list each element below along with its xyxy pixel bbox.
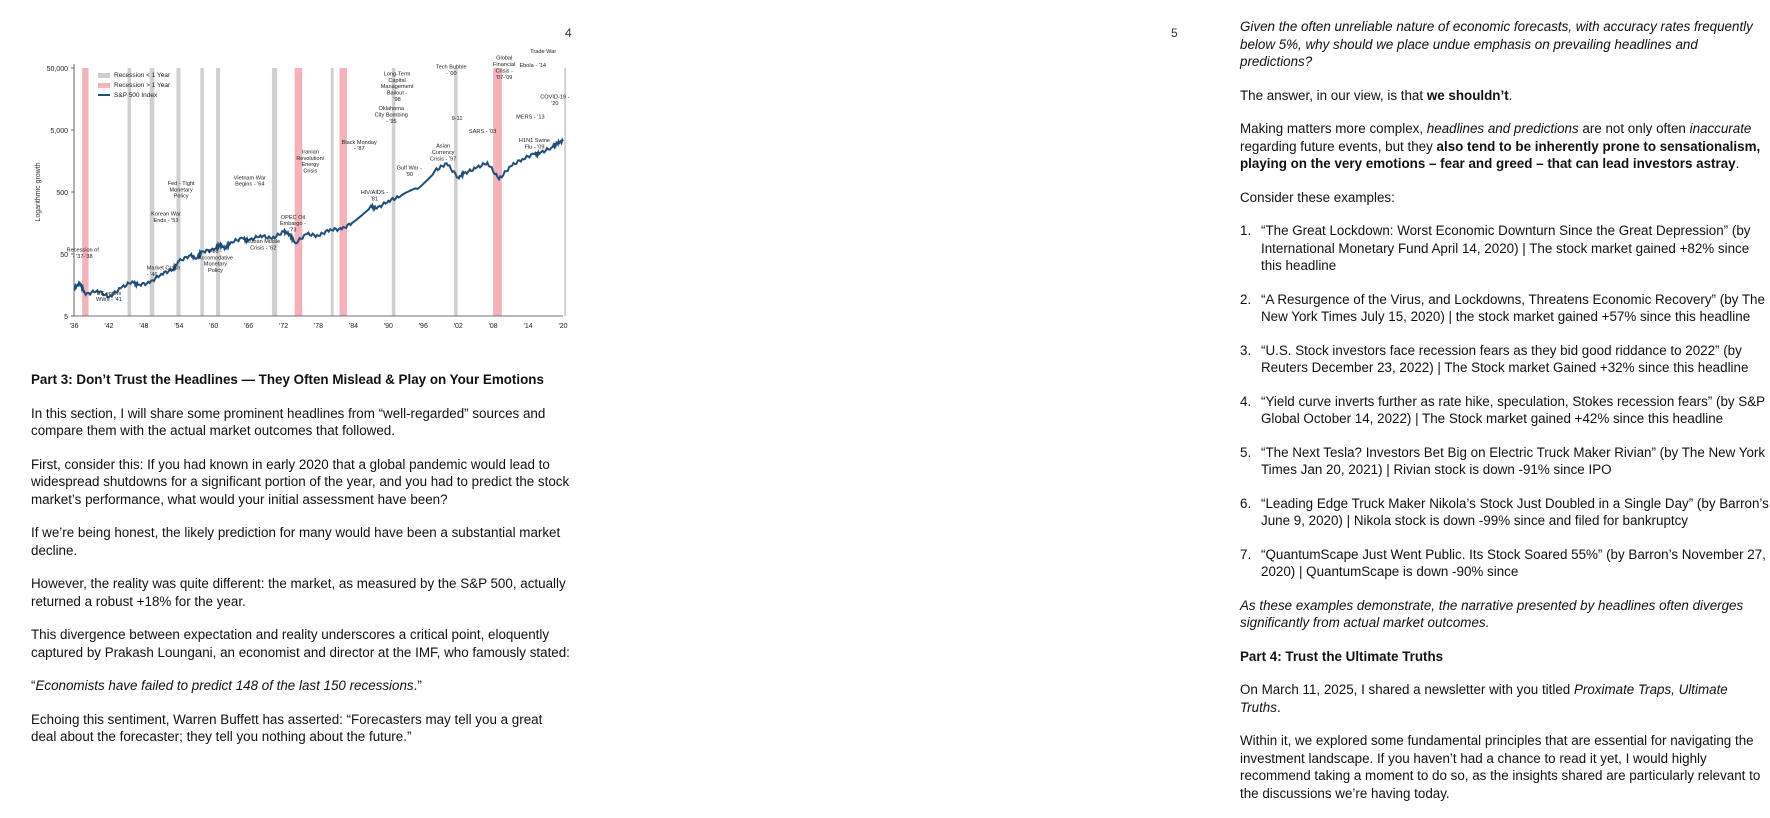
list-item: [1240, 222, 1770, 275]
x-tick-label: '36: [69, 323, 79, 330]
chart-annotation: Iranian Revolution/ Energy Crisis: [296, 149, 325, 175]
quote-text: Economists have failed to predict 148 of the last 150 recessions: [35, 678, 414, 693]
legend-label: S&P 500 Index: [114, 92, 158, 99]
chart-annotation: US enters WWII - '41: [95, 290, 122, 304]
list-number: 7.: [1240, 546, 1252, 562]
x-tick-label: '54: [174, 323, 184, 330]
list-number: 6.: [1240, 495, 1252, 511]
newsletter-paragraph: [1240, 681, 1770, 716]
paragraph: This divergence between expectation and reality underscores a critical point, eloquently captured by Prakash Loungani, an economist and director at the IMF, who famously stated:: [31, 627, 570, 660]
list-text: “The Next Tesla? Investors Bet Big on Electric Truck Maker Rivian” (by The New York Times Jan 20, 2021) | Rivian stock is down -91% since IPO: [1261, 444, 1766, 477]
section-heading: Part 3: Don’t Trust the Headlines — They Often Mislead & Play on Your Emotions: [31, 372, 544, 387]
list-number: 3.: [1240, 342, 1252, 358]
text-span: also tend to be inherently prone to sensationalism, playing on the very emotions – fear and greed – that can lead investors astray: [1240, 138, 1761, 171]
chart-annotation: HIV/AIDS -'81: [360, 190, 389, 203]
y-axis-label: Logarithmic growth: [35, 162, 42, 222]
legend-swatch: [98, 83, 110, 88]
chart-annotation: MERS - '13: [516, 114, 545, 121]
chart-annotation: Global Financial Crisis -'07-'09: [493, 55, 516, 81]
short-recession-band: [564, 68, 566, 316]
right-page: [600, 0, 1769, 801]
y-tick-label: 50,000: [46, 66, 68, 73]
quote-close: .”: [413, 678, 422, 693]
short-recession-band: [454, 68, 457, 316]
y-tick-label: 5: [64, 314, 68, 321]
x-tick-label: '02: [453, 323, 463, 330]
paragraph: Echoing this sentiment, Warren Buffett has asserted: “Forecasters may tell you a great deal about the forecaster; they tell you nothing about the future.”: [31, 711, 543, 744]
list-item: [1240, 342, 1770, 377]
chart-annotation: Asian Currency Crisis - '97: [429, 143, 457, 163]
chart-annotation: Cuban Missle Crisis - '62: [246, 239, 281, 252]
y-tick-label: 500: [56, 190, 68, 197]
sp500-chart: [28, 46, 573, 346]
x-tick-label: '20: [558, 323, 568, 330]
short-recession-band: [128, 68, 131, 316]
text-span: .: [1735, 156, 1740, 171]
x-tick-label: '42: [104, 323, 114, 330]
list-text: “QuantumScape Just Went Public. Its Stock Soared 55%” (by Barron’s November 27, 2020) | QuantumScape is down -90% since: [1261, 546, 1766, 579]
list-text: “The Great Lockdown: Worst Economic Downturn Since the Great Depression” (by International Monetary Fund April 14, 2020) | The stock market gained +82% since this headline: [1261, 223, 1751, 273]
left-text-body: [31, 371, 571, 762]
list-number: 1.: [1240, 223, 1252, 238]
long-recession-band: [82, 68, 88, 316]
short-recession-band: [331, 68, 334, 316]
list-item: [1240, 291, 1770, 326]
chart-annotation: COVID-19 -'20: [540, 94, 570, 108]
chart-annotation: Recession of - '37-'38: [66, 247, 99, 260]
chart-annotation: OPEC Oil Embargo -'73: [279, 214, 306, 234]
list-text: “U.S. Stock investors face recession fears as they bid good riddance to 2022” (by Reuters December 23, 2022) | The Stock market Gained +32% since this headline: [1261, 342, 1749, 375]
list-text: “Yield curve inverts further as rate hike, speculation, Stokes recession fears” (by S&P Global October 14, 2022) | The Stock market gained +42% since this headline: [1261, 393, 1765, 426]
text-span: Making matters more complex,: [1240, 121, 1427, 136]
y-tick-label: 50: [60, 252, 68, 259]
list-number: 2.: [1240, 291, 1252, 307]
x-tick-label: '90: [383, 323, 393, 330]
list-number: 4.: [1240, 393, 1252, 409]
quote-open: “: [31, 678, 36, 693]
intro-paragraph: Given the often unreliable nature of economic forecasts, with accuracy rates frequently below 5%, why should we place undue emphasis on prevailing headlines and predictions?: [1240, 19, 1753, 69]
long-recession-band: [493, 68, 502, 316]
text-span: regarding future events, but they: [1240, 138, 1437, 154]
text-span: On March 11, 2025, I shared a newsletter with you titled: [1240, 682, 1574, 697]
consider-line: Consider these examples:: [1240, 189, 1395, 205]
chart-annotation: Gulf War -'90: [396, 165, 422, 178]
text-span: are not only often: [1578, 121, 1690, 136]
chart-svg: [28, 46, 573, 346]
list-item: [1240, 444, 1770, 479]
text-span: headlines and predictions: [1426, 121, 1579, 136]
chart-annotation: Long-Term Capital Management Bailout -'98: [380, 71, 414, 103]
x-tick-label: '48: [139, 323, 149, 330]
list-text: “Leading Edge Truck Maker Nikola’s Stock Just Doubled in a Single Day” (by Barron’s June 9, 2020) | Nikola stock is down -99% since and filed for bankruptcy: [1261, 495, 1769, 528]
part4-heading: Part 4: Trust the Ultimate Truths: [1240, 648, 1444, 664]
answer-suffix: .: [1508, 87, 1513, 103]
answer-paragraph: [1240, 87, 1770, 105]
x-tick-label: '60: [209, 323, 219, 330]
chart-annotation: Fed -Accomodative Monetary Policy: [197, 248, 234, 275]
answer-prefix: The answer, in our view, is that: [1240, 87, 1427, 103]
short-recession-band: [272, 68, 277, 316]
short-recession-band: [200, 68, 203, 316]
chart-annotation: Korean War Ends - '53: [151, 211, 181, 224]
chart-annotation: Ebola - '14: [519, 62, 547, 69]
y-tick-label: 5,000: [50, 128, 68, 135]
paragraph: If we’re being honest, the likely prediction for many would have been a substantial market decline.: [31, 525, 561, 558]
chart-annotation: Oklahoma City Bombing - '95: [374, 106, 408, 125]
list-text: “A Resurgence of the Virus, and Lockdowns, Threatens Economic Recovery” (by The New York Times July 15, 2020) | the stock market gained +57% since this headline: [1261, 291, 1765, 324]
paragraph: First, consider this: If you had known in early 2020 that a global pandemic would lead to widespread shutdowns for a significant portion of the year, and you had to predict the stock market’s performance, what would your initial assessment have been?: [31, 456, 570, 507]
long-recession-band: [339, 68, 347, 316]
list-number: 5.: [1240, 444, 1252, 460]
right-text-body: [1240, 18, 1770, 818]
list-item: [1240, 393, 1770, 428]
x-tick-label: '84: [348, 323, 358, 330]
text-span: inaccurate: [1689, 121, 1752, 136]
x-tick-label: '66: [244, 323, 254, 330]
left-page: [0, 0, 600, 744]
legend-label: Recession > 1 Year: [114, 82, 171, 89]
paragraph: In this section, I will share some prominent headlines from “well-regarded” sources and compare them with the actual market outcomes that followed.: [31, 405, 546, 438]
short-recession-band: [216, 68, 220, 316]
x-tick-label: '08: [488, 323, 498, 330]
x-tick-label: '14: [523, 323, 533, 330]
answer-bold: we shouldn’t: [1426, 87, 1509, 103]
legend-swatch: [98, 73, 110, 78]
x-tick-label: '72: [279, 323, 289, 330]
short-recession-band: [150, 68, 155, 316]
long-recession-band: [295, 68, 303, 316]
chart-annotation: SARS - '03: [468, 128, 497, 135]
list-item: [1240, 495, 1770, 530]
legend-label: Recession < 1 Year: [114, 72, 171, 79]
chart-annotation: Vietnam War Begins - '64: [233, 175, 266, 188]
chart-annotation: 9-11: [451, 116, 463, 123]
x-tick-label: '96: [418, 323, 428, 330]
complex-paragraph: [1240, 120, 1770, 173]
page-number: 4: [565, 26, 572, 40]
page-number: 5: [1171, 26, 1178, 40]
conclusion-paragraph: As these examples demonstrate, the narrative presented by headlines often diverges significantly from actual market outcomes.: [1240, 597, 1744, 630]
chart-annotation: Black Monday - '87: [341, 139, 377, 153]
chart-annotation: Market Crash - '46: [146, 265, 181, 279]
final-paragraph: Within it, we explored some fundamental principles that are essential for navigating the investment landscape. If you haven’t had a chance to read it yet, I would highly recommend taking a moment to do so, as the insights shared are particularly relevant to the discussions we’re having today.: [1240, 733, 1761, 801]
newsletter-title: Proximate Traps, Ultimate Truths: [1240, 682, 1728, 715]
text-span: .: [1276, 699, 1281, 715]
chart-annotation: Trade War: [530, 48, 557, 55]
x-tick-label: '78: [313, 323, 324, 330]
chart-annotation: Tech Bubble - '00: [435, 64, 467, 77]
chart-annotation: H1N1 Swine Flu - '09: [518, 138, 551, 151]
list-item: [1240, 546, 1770, 581]
chart-annotation: Fed - Tight Monetary Policy: [167, 180, 195, 200]
headlines-list: [1240, 222, 1770, 581]
economist-quote: [31, 677, 571, 695]
paragraph: However, the reality was quite different: the market, as measured by the S&P 500, actually returned a robust +18% for the year.: [31, 576, 566, 609]
